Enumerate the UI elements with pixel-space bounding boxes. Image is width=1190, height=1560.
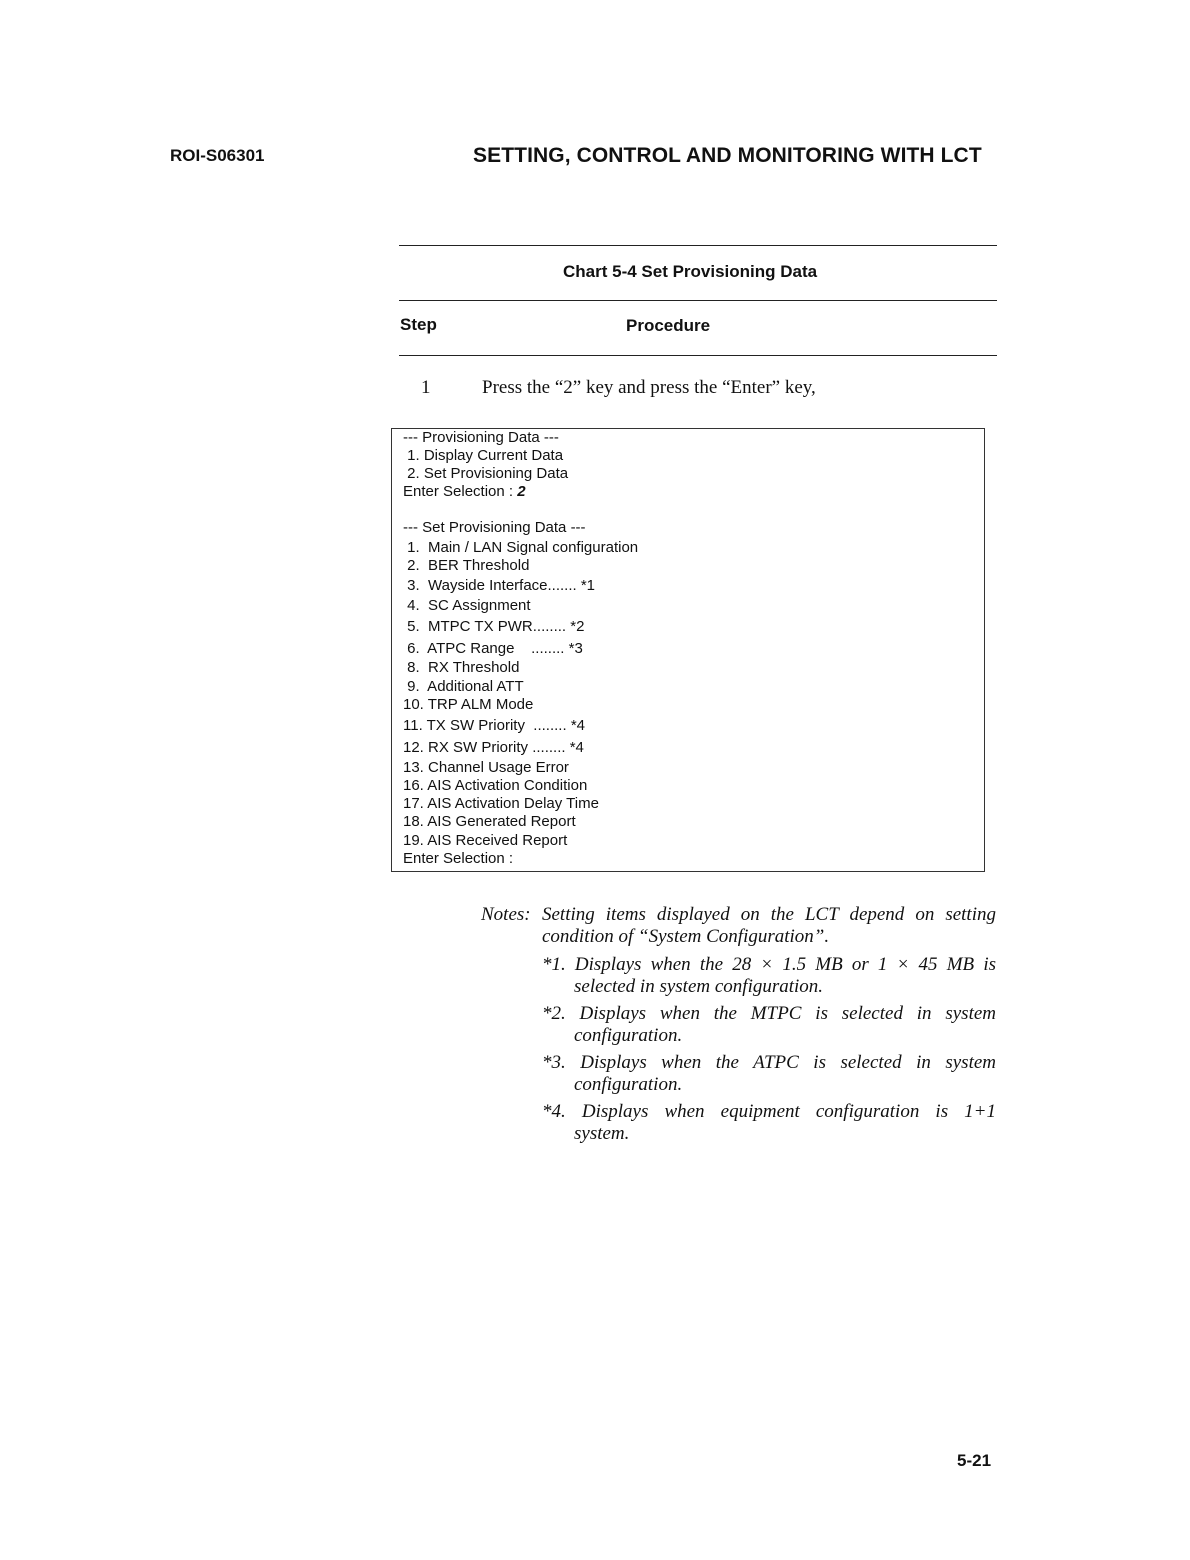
menu1-item: 2. Set Provisioning Data bbox=[403, 465, 569, 482]
menu2-item: 12. RX SW Priority ........ *4 bbox=[403, 739, 584, 756]
menu2-item: 1. Main / LAN Signal configuration bbox=[403, 539, 639, 556]
menu1-selection-input: 2 bbox=[517, 483, 526, 500]
menu2-item: 17. AIS Activation Delay Time bbox=[403, 795, 599, 812]
step-instruction: Press the “2” key and press the “Enter” key, bbox=[482, 377, 816, 398]
note-4-line: *4. Displays when equipment configuration is 1+1 bbox=[542, 1101, 996, 1122]
page-number: 5-21 bbox=[957, 1451, 992, 1470]
menu1-prompt-label: Enter Selection : bbox=[403, 483, 518, 500]
note-2-line: *2. Displays when the MTPC is selected in system bbox=[542, 1003, 996, 1024]
menu2-item: 18. AIS Generated Report bbox=[403, 813, 576, 830]
step-number: 1 bbox=[421, 377, 431, 398]
menu2-prompt: Enter Selection : bbox=[403, 850, 514, 867]
note-3-line: *3. Displays when the ATPC is selected in system bbox=[542, 1052, 996, 1073]
document-id: ROI-S06301 bbox=[170, 146, 265, 165]
menu2-item: 16. AIS Activation Condition bbox=[403, 777, 588, 794]
table-top-rule bbox=[399, 245, 997, 246]
menu2-item: 9. Additional ATT bbox=[403, 678, 524, 695]
menu2-item: 3. Wayside Interface....... *1 bbox=[403, 577, 596, 594]
note-1-line: *1. Displays when the 28 × 1.5 MB or 1 × 45 MB is bbox=[542, 954, 996, 975]
note-3-line: configuration. bbox=[574, 1074, 683, 1095]
menu2-title: --- Set Provisioning Data --- bbox=[403, 519, 586, 536]
menu2-item: 19. AIS Received Report bbox=[403, 832, 568, 849]
note-intro-line: Setting items displayed on the LCT depend on setting bbox=[542, 904, 996, 925]
menu1-prompt bbox=[403, 483, 526, 500]
table-body-rule bbox=[399, 355, 997, 356]
note-4-line: system. bbox=[574, 1123, 630, 1144]
lct-screen-output bbox=[391, 428, 985, 872]
menu1-item: 1. Display Current Data bbox=[403, 447, 564, 464]
menu2-item: 6. ATPC Range ........ *3 bbox=[403, 640, 583, 657]
menu2-item: 11. TX SW Priority ........ *4 bbox=[403, 717, 585, 734]
column-header-procedure: Procedure bbox=[626, 316, 711, 335]
table-header-rule bbox=[399, 300, 997, 301]
note-intro-line: condition of “System Configuration”. bbox=[542, 926, 830, 947]
notes-label: Notes: bbox=[481, 904, 531, 925]
menu2-item: 13. Channel Usage Error bbox=[403, 759, 569, 776]
menu2-item: 2. BER Threshold bbox=[403, 557, 530, 574]
menu2-item: 8. RX Threshold bbox=[403, 659, 520, 676]
menu2-item: 4. SC Assignment bbox=[403, 597, 531, 614]
menu1-title: --- Provisioning Data --- bbox=[403, 429, 559, 446]
note-1-line: selected in system configuration. bbox=[574, 976, 824, 997]
column-header-step: Step bbox=[400, 315, 437, 334]
menu2-item: 5. MTPC TX PWR........ *2 bbox=[403, 618, 585, 635]
note-2-line: configuration. bbox=[574, 1025, 683, 1046]
chart-title: Chart 5-4 Set Provisioning Data bbox=[563, 262, 818, 281]
section-title: SETTING, CONTROL AND MONITORING WITH LCT bbox=[473, 144, 982, 167]
menu2-item: 10. TRP ALM Mode bbox=[403, 696, 534, 713]
